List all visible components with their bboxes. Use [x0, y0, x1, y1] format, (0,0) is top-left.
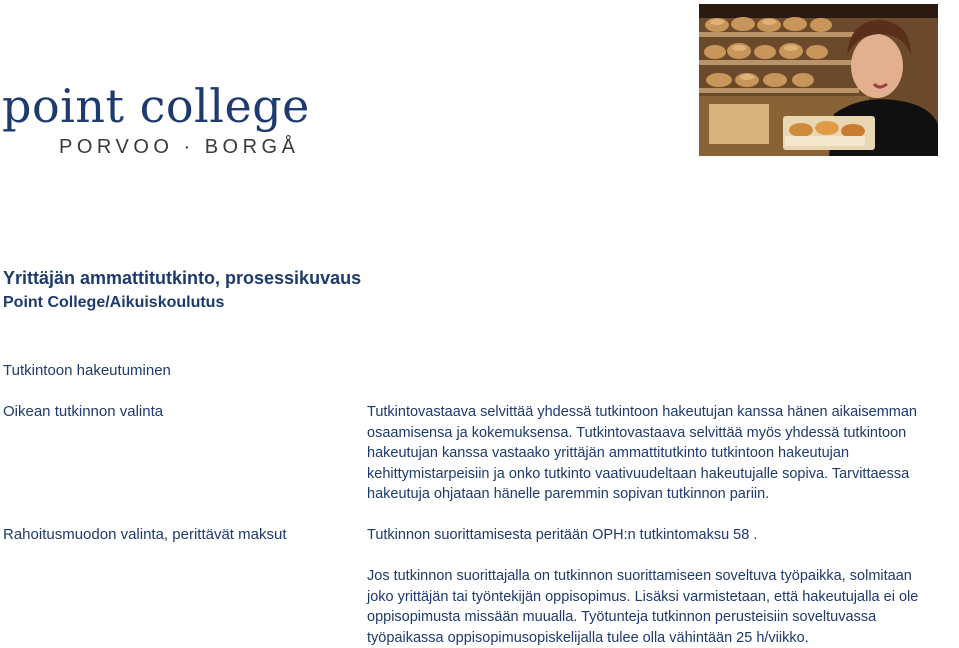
text-line: hakeutujan kanssa vastaako yrittäjän ammattitutkinto tutkintoon hakeutujan [367, 443, 959, 464]
text-line: kehittymistarpeisiin ja onko tutkinto vaativuudeltaan hakeutujalle sopiva. Tarvittaessa [367, 464, 959, 485]
bakery-photo-image [699, 4, 938, 156]
document-subtitle: Point College/Aikuiskoulutus [3, 294, 224, 312]
row-label-rahoitusmuoto: Rahoitusmuodon valinta, perittävät maksut [3, 526, 286, 543]
text-line: hakeutuja ohjataan hänelle paremmin sopivan tutkinnon pariin. [367, 484, 959, 505]
text-line: Tutkinnon suorittamisesta peritään OPH:n tutkintomaksu 58 . [367, 525, 959, 546]
row-text-oppisopimus [367, 566, 959, 648]
text-line: työpaikassa oppisopimusopiskelijalla tulee olla vähintään 25 h/viikko. [367, 628, 959, 648]
section-heading: Tutkintoon hakeutuminen [3, 362, 171, 379]
row-text-tutkinnon-valinta [367, 402, 959, 505]
text-line: oppisopimusta missään muualla. Työtunteja tutkinnon perusteisiin soveltuvassa [367, 607, 959, 628]
text-line: osaamisensa ja kokemuksensa. Tutkintovastaava selvittää myös yhdessä tutkintoon [367, 423, 959, 444]
bakery-photo [699, 4, 938, 156]
text-line: joko yrittäjän tai työntekijän oppisopimus. Lisäksi varmistetaan, että hakeutujalla ei ole [367, 587, 959, 608]
logo-wordmark: point college [2, 78, 310, 134]
row-label-tutkinnon-valinta: Oikean tutkinnon valinta [3, 403, 163, 420]
text-line: Jos tutkinnon suorittajalla on tutkinnon suorittamiseen soveltuva työpaikka, solmitaan [367, 566, 959, 587]
text-line: Tutkintovastaava selvittää yhdessä tutkintoon hakeutujan kanssa hänen aikaisemman [367, 402, 959, 423]
point-college-logo [2, 78, 332, 168]
document-title: Yrittäjän ammattitutkinto, prosessikuvaus [3, 268, 361, 289]
logo-location: PORVOO · BORGÅ [59, 136, 299, 159]
row-text-rahoitusmuoto [367, 525, 959, 546]
